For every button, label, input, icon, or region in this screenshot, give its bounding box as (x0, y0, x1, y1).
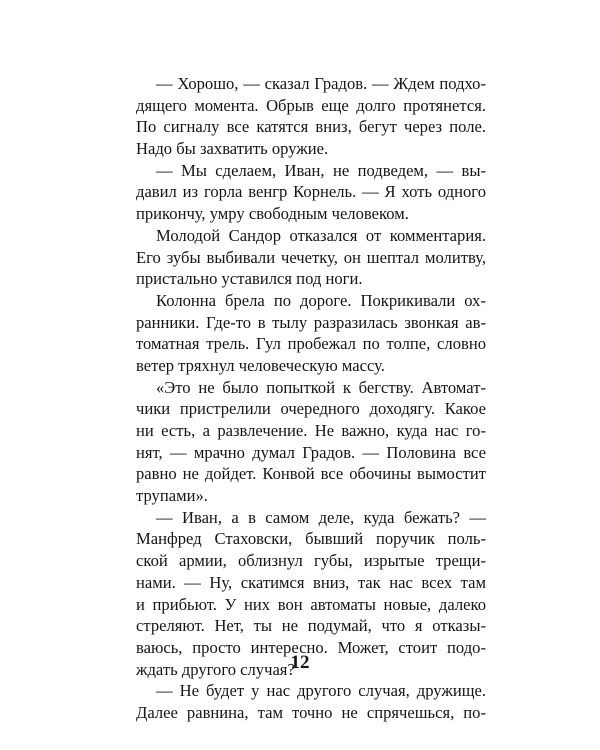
text-line: равно не дойдет. Конвой все обочины вымостит (136, 464, 486, 484)
text-line: ждать другого случая? (136, 659, 295, 679)
text-line: нят, — мрачно думал Градов. — Половина все (136, 442, 486, 462)
text-line: ни есть, а развлечение. Не важно, куда нас го- (136, 421, 486, 440)
text-line: стреляют. Нет, ты не подумай, что я отказы- (136, 616, 486, 636)
text-line: Колонна брела по дороге. Покрикивали ох- (156, 290, 486, 310)
text-line: дящего момента. Обрыв еще долго протянется. (136, 95, 486, 115)
page-number: 12 (290, 652, 310, 673)
text-line: ранники. Где-то в тылу разразилась звонкая ав- (136, 312, 486, 332)
text-line: и прибьют. У них вон автоматы новые, далеко (136, 594, 486, 614)
text-line: — Мы сделаем, Иван, не подведем, — вы- (156, 160, 486, 180)
body-text (136, 73, 486, 724)
text-line: «Это не было попыткой к бегству. Автомат- (156, 377, 486, 397)
text-line: Далее равнина, там точно не спрячешься, по- (136, 702, 486, 722)
text-line: Манфред Стаховски, бывший поручик поль- (136, 529, 486, 549)
text-line: ваюсь, просто интересно. Может, стоит подо- (136, 637, 486, 657)
text-line: нами. — Ну, скатимся вниз, так нас всех там (136, 572, 486, 592)
text-line: Надо бы захватить оружие. (136, 139, 329, 159)
text-line: трупами». (136, 486, 208, 506)
text-line: пристально уставился под ноги. (136, 269, 363, 289)
text-line: Его зубы выбивали чечетку, он шептал молитву, (136, 247, 486, 267)
text-line: чики пристрелили очередного доходягу. Какое (136, 399, 486, 419)
text-line: давил из горла венгр Корнель. — Я хоть одного (136, 182, 486, 202)
text-line: прикончу, умру свободным человеком. (136, 204, 409, 224)
text-line: Молодой Сандор отказался от комментария. (156, 225, 486, 245)
text-line: ской армии, облизнул губы, изрытые трещи- (136, 551, 486, 571)
text-line: По сигналу все катятся вниз, бегут через поле. (136, 117, 486, 137)
text-line: томатная трель. Гул пробежал по толпе, словно (136, 334, 486, 354)
text-line: — Хорошо, — сказал Градов. — Ждем подхо- (156, 74, 486, 93)
text-line: — Не будет у нас другого случая, дружище. (156, 681, 486, 701)
text-line: — Иван, а в самом деле, куда бежать? — (156, 507, 486, 527)
text-line: ветер тряхнул человеческую массу. (136, 355, 385, 375)
